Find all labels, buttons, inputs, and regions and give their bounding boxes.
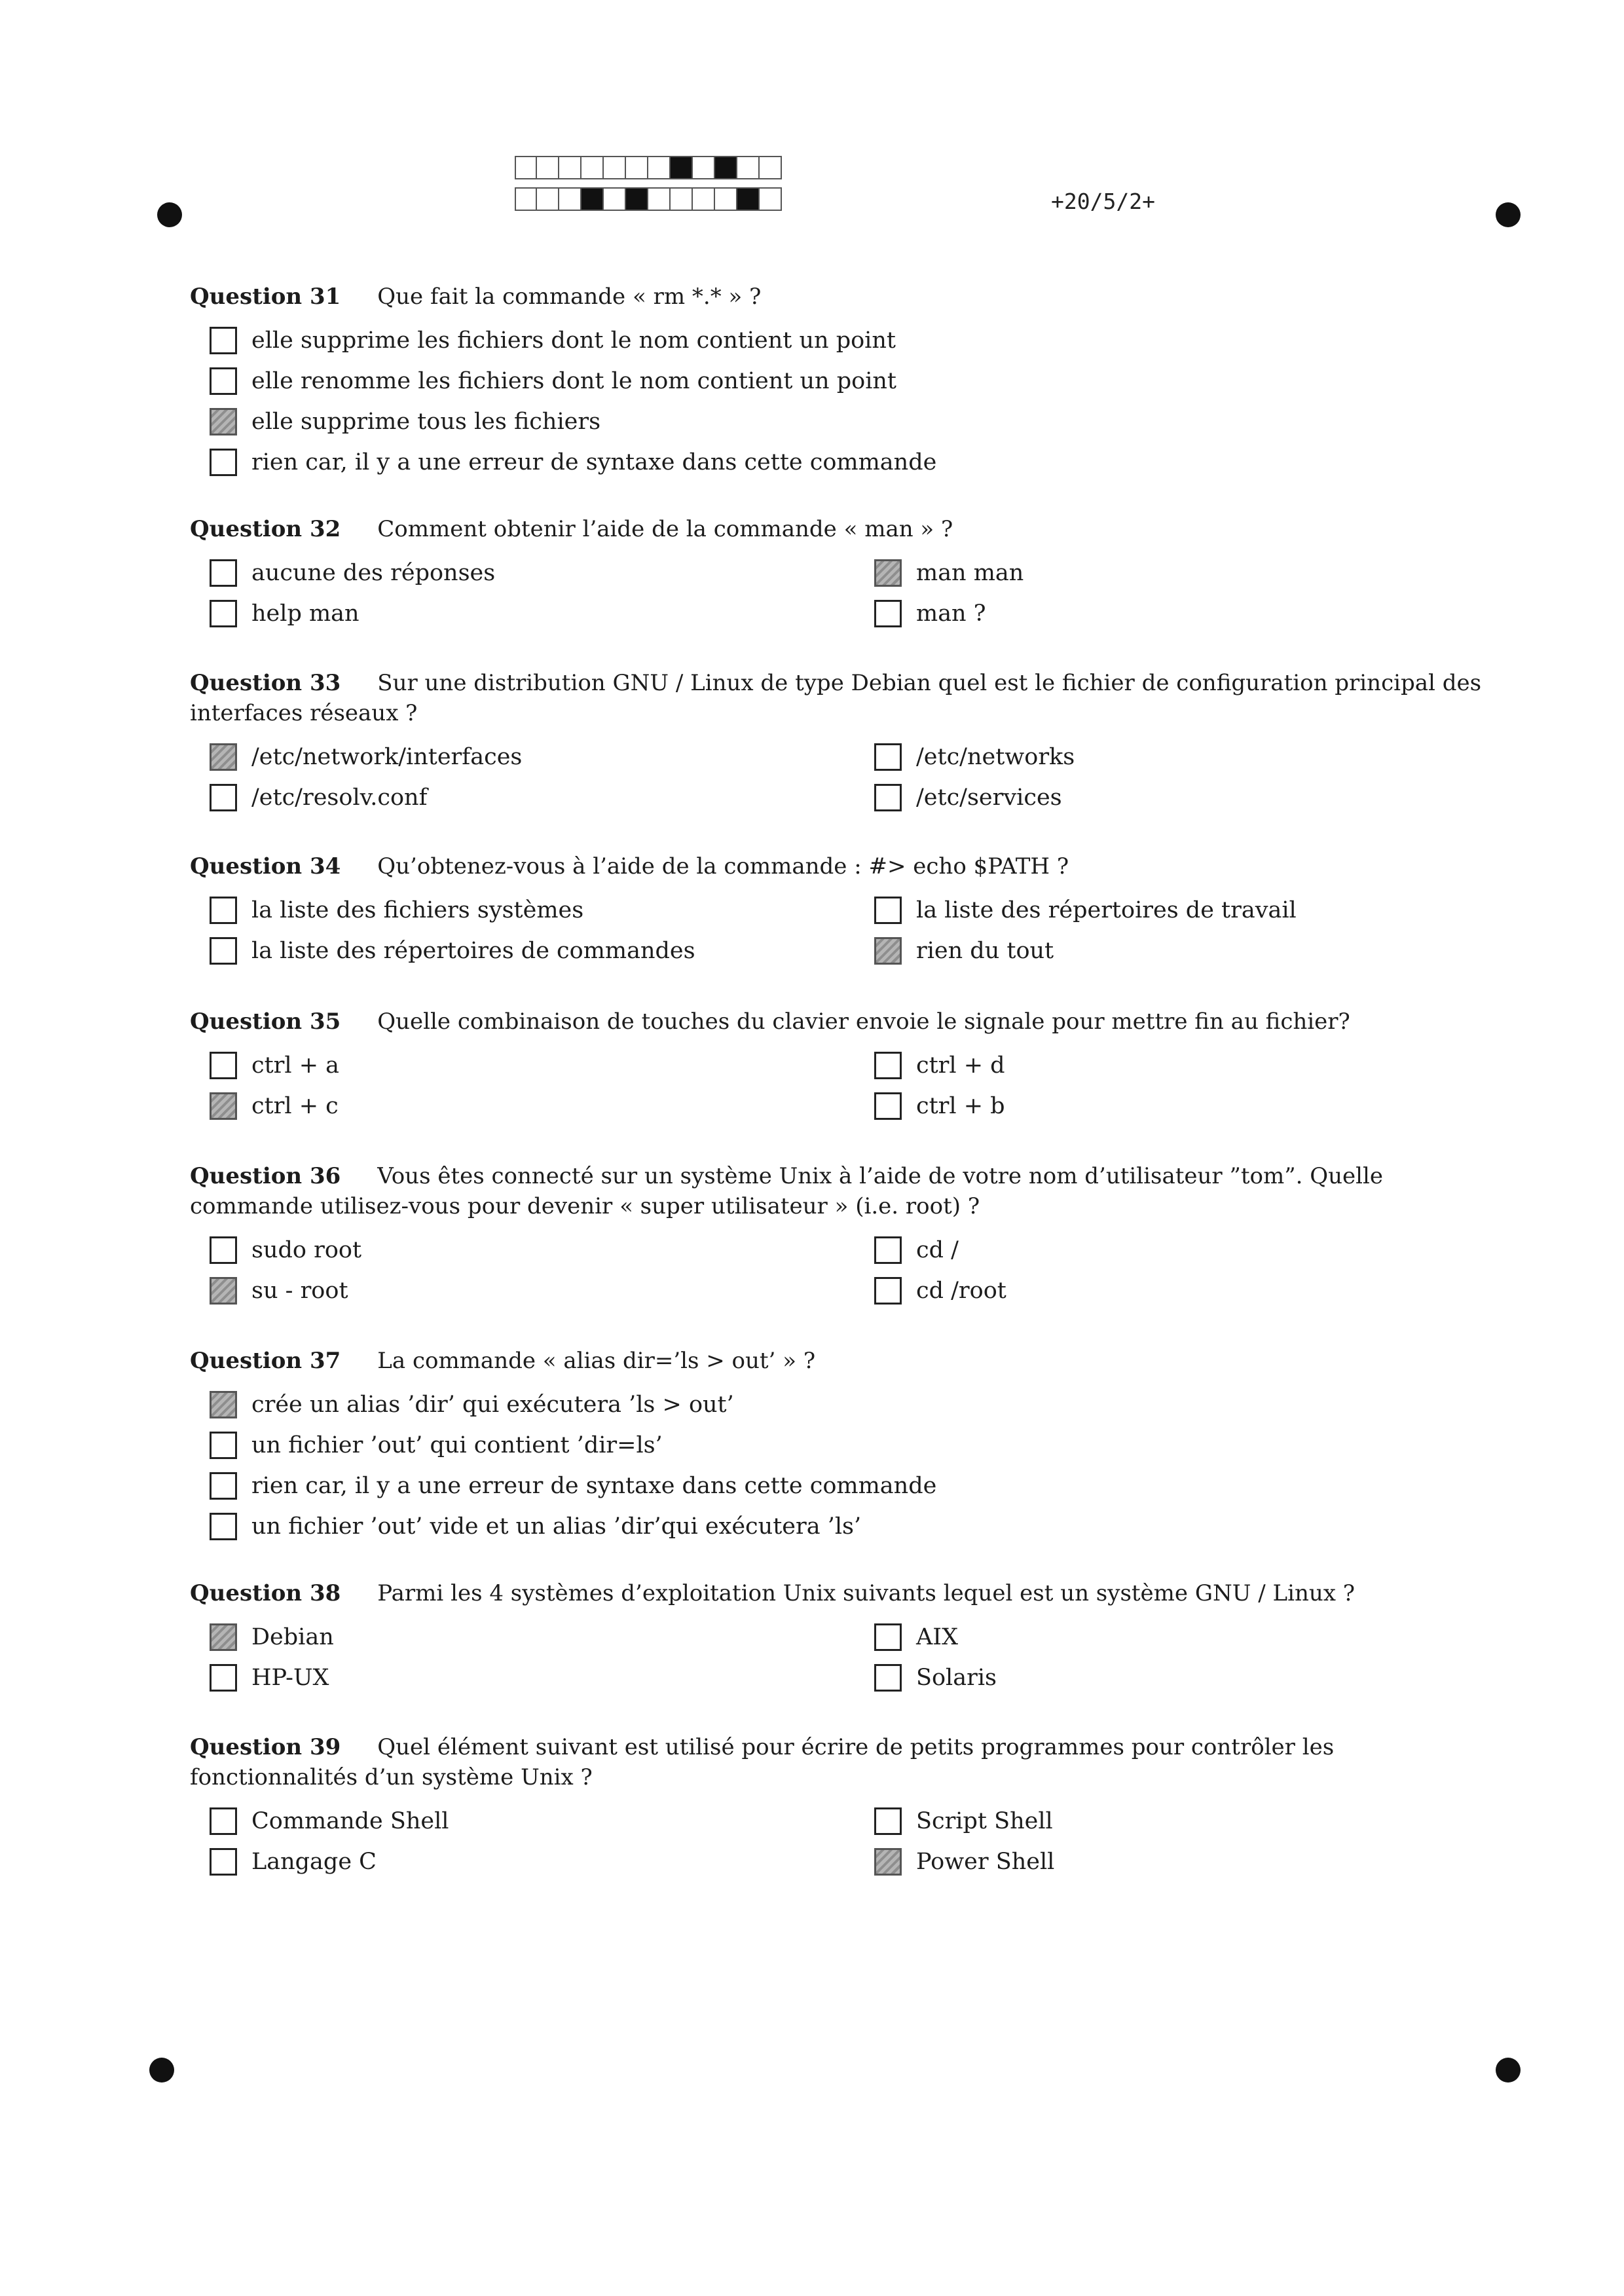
question-header <box>190 1732 1486 1792</box>
question-number: Question 33 <box>190 670 341 696</box>
question-number: Question 38 <box>190 1580 341 1606</box>
answer-label: la liste des fichiers systèmes <box>251 897 584 923</box>
answer-label: man man <box>916 560 1024 586</box>
checkbox[interactable] <box>210 1432 237 1459</box>
question <box>190 1732 1486 1887</box>
answer-label: Debian <box>251 1624 334 1650</box>
checkbox-marked[interactable] <box>874 1848 902 1876</box>
answer-label: rien car, il y a une erreur de syntaxe dans cette commande <box>251 449 937 475</box>
answer-label: /etc/services <box>916 785 1062 811</box>
answer-label: elle renomme les fichiers dont le nom contient un point <box>251 368 896 394</box>
checkbox[interactable] <box>210 600 237 627</box>
answer-option[interactable] <box>210 1234 361 1266</box>
answer-option[interactable] <box>874 1621 958 1653</box>
checkbox[interactable] <box>210 559 237 587</box>
checkbox-marked[interactable] <box>874 937 902 965</box>
code-cell <box>737 187 760 211</box>
answer-options <box>190 557 1486 639</box>
code-cell <box>671 187 693 211</box>
answer-label: un fichier ’out’ vide et un alias ’dir’qui exécutera ’ls’ <box>251 1513 862 1540</box>
answer-label: Script Shell <box>916 1808 1053 1834</box>
answer-option[interactable] <box>874 895 1297 926</box>
answer-option[interactable] <box>874 1234 959 1266</box>
question-header <box>190 1161 1486 1221</box>
checkbox[interactable] <box>210 1236 237 1264</box>
sheet-code-grid <box>515 156 782 219</box>
answer-options <box>190 1389 1486 1551</box>
code-row <box>515 187 782 213</box>
code-cell <box>671 156 693 179</box>
answer-option[interactable] <box>210 447 936 478</box>
code-row <box>515 156 782 182</box>
code-cell <box>581 187 604 211</box>
answer-label: elle supprime les fichiers dont le nom contient un point <box>251 327 896 354</box>
registration-mark-top-left <box>157 202 182 227</box>
code-cell <box>693 187 715 211</box>
answer-option[interactable] <box>210 1511 861 1542</box>
checkbox[interactable] <box>874 897 902 924</box>
answer-option[interactable] <box>874 557 1024 589</box>
code-cell <box>626 156 648 179</box>
question-number: Question 39 <box>190 1734 341 1760</box>
answer-option[interactable] <box>210 1430 663 1461</box>
registration-mark-bottom-left <box>149 2058 174 2083</box>
code-cell <box>760 156 782 179</box>
answer-option[interactable] <box>210 1275 348 1306</box>
checkbox[interactable] <box>874 1623 902 1651</box>
question-text: Qu’obtenez-vous à l’aide de la commande : #> echo $PATH ? <box>377 853 1069 880</box>
answer-option[interactable] <box>210 782 428 813</box>
answer-label: /etc/network/interfaces <box>251 744 523 770</box>
answer-label: Langage C <box>251 1849 377 1875</box>
answer-label: la liste des répertoires de commandes <box>251 938 695 964</box>
answer-label: crée un alias ’dir’ qui exécutera ’ls > out’ <box>251 1392 734 1418</box>
answer-label: sudo root <box>251 1237 362 1263</box>
answer-option[interactable] <box>874 1846 1054 1878</box>
code-cell <box>515 187 537 211</box>
answer-option[interactable] <box>210 325 896 356</box>
checkbox[interactable] <box>874 1277 902 1305</box>
checkbox[interactable] <box>210 1472 237 1500</box>
code-cell <box>604 187 626 211</box>
answer-options <box>190 1621 1486 1703</box>
answer-option[interactable] <box>210 557 495 589</box>
answer-label: cd / <box>916 1237 959 1263</box>
question-number: Question 31 <box>190 284 341 310</box>
answer-label: HP-UX <box>251 1665 329 1691</box>
registration-mark-bottom-right <box>1496 2058 1521 2083</box>
checkbox[interactable] <box>210 1807 237 1835</box>
answer-label: rien du tout <box>916 938 1054 964</box>
checkbox[interactable] <box>210 367 237 395</box>
answer-options <box>190 741 1486 823</box>
code-cell <box>693 156 715 179</box>
checkbox[interactable] <box>874 1807 902 1835</box>
answer-label: su - root <box>251 1278 348 1304</box>
question <box>190 1346 1486 1551</box>
answer-option[interactable] <box>210 741 522 773</box>
answer-label: la liste des répertoires de travail <box>916 897 1297 923</box>
checkbox[interactable] <box>210 784 237 811</box>
code-cell <box>737 156 760 179</box>
question-header <box>190 282 1486 312</box>
answer-option[interactable] <box>210 1662 329 1694</box>
answer-option[interactable] <box>874 935 1054 967</box>
answer-options <box>190 1234 1486 1316</box>
checkbox[interactable] <box>874 600 902 627</box>
question-text: Quel élément suivant est utilisé pour écrire de petits programmes pour contrôler les fonctionnalités d’un système Unix ? <box>190 1734 1335 1790</box>
code-cell <box>559 156 581 179</box>
code-cell <box>648 187 671 211</box>
question-number: Question 32 <box>190 516 341 542</box>
code-cell <box>715 187 737 211</box>
question <box>190 1007 1486 1131</box>
question-header <box>190 1578 1486 1608</box>
question <box>190 668 1486 823</box>
checkbox[interactable] <box>210 449 237 476</box>
question-header <box>190 851 1486 881</box>
answer-label: rien car, il y a une erreur de syntaxe dans cette commande <box>251 1473 937 1499</box>
answer-options <box>190 1805 1486 1887</box>
answer-option[interactable] <box>874 741 1075 773</box>
answer-options <box>190 1050 1486 1131</box>
checkbox[interactable] <box>874 1664 902 1692</box>
answer-options <box>190 895 1486 976</box>
answer-option[interactable] <box>210 1805 449 1837</box>
checkbox[interactable] <box>874 1236 902 1264</box>
checkbox[interactable] <box>874 1052 902 1079</box>
question <box>190 514 1486 639</box>
checkbox-marked[interactable] <box>210 743 237 771</box>
question <box>190 1578 1486 1703</box>
answer-option[interactable] <box>874 782 1062 813</box>
answer-label: Power Shell <box>916 1849 1055 1875</box>
answer-label: cd /root <box>916 1278 1006 1304</box>
checkbox[interactable] <box>210 897 237 924</box>
code-cell <box>515 156 537 179</box>
checkbox[interactable] <box>874 743 902 771</box>
answer-label: ctrl + a <box>251 1052 340 1079</box>
answer-option[interactable] <box>874 1050 1005 1081</box>
checkbox-marked[interactable] <box>210 1623 237 1651</box>
question-number: Question 37 <box>190 1348 341 1374</box>
checkbox[interactable] <box>210 937 237 965</box>
question-number: Question 35 <box>190 1009 341 1035</box>
checkbox-marked[interactable] <box>210 1391 237 1418</box>
answer-option[interactable] <box>210 1050 339 1081</box>
answer-option[interactable] <box>210 1621 334 1653</box>
question <box>190 851 1486 976</box>
answer-label: aucune des réponses <box>251 560 496 586</box>
question-text: La commande « alias dir=’ls > out’ » ? <box>377 1348 816 1374</box>
answer-option[interactable] <box>210 935 695 967</box>
code-cell <box>715 156 737 179</box>
checkbox[interactable] <box>210 1513 237 1540</box>
answer-label: man ? <box>916 601 986 627</box>
code-cell <box>760 187 782 211</box>
answer-label: /etc/resolv.conf <box>251 785 428 811</box>
answer-option[interactable] <box>874 1090 1005 1122</box>
question-header <box>190 514 1486 544</box>
checkbox[interactable] <box>210 1664 237 1692</box>
code-cell <box>604 156 626 179</box>
checkbox[interactable] <box>874 784 902 811</box>
question-text: Parmi les 4 systèmes d’exploitation Unix suivants lequel est un système GNU / Linux ? <box>377 1580 1355 1606</box>
code-cell <box>626 187 648 211</box>
question-header <box>190 1007 1486 1037</box>
answer-option[interactable] <box>874 1275 1006 1306</box>
answer-label: help man <box>251 601 360 627</box>
checkbox-marked[interactable] <box>210 1277 237 1305</box>
answer-option[interactable] <box>210 365 896 397</box>
answer-label: ctrl + b <box>916 1093 1005 1119</box>
answer-label: Solaris <box>916 1665 997 1691</box>
question <box>190 1161 1486 1316</box>
answer-option[interactable] <box>874 1805 1053 1837</box>
checkbox-marked[interactable] <box>874 559 902 587</box>
answer-label: Commande Shell <box>251 1808 449 1834</box>
checkbox-marked[interactable] <box>210 408 237 435</box>
sheet-id: +20/5/2+ <box>1051 189 1155 214</box>
question-text: Vous êtes connecté sur un système Unix à l’aide de votre nom d’utilisateur ”tom”. Quelle commande utilisez-vous pour devenir « super utilisateur » (i.e. root) ? <box>190 1163 1383 1219</box>
answer-option[interactable] <box>874 598 986 629</box>
question-header <box>190 668 1486 728</box>
answer-label: ctrl + c <box>251 1093 339 1119</box>
question-text: Comment obtenir l’aide de la commande « man » ? <box>377 516 953 542</box>
checkbox[interactable] <box>210 1848 237 1876</box>
question-text: Sur une distribution GNU / Linux de type Debian quel est le fichier de configuration principal des interfaces réseaux ? <box>190 670 1482 726</box>
checkbox[interactable] <box>210 327 237 354</box>
answer-option[interactable] <box>874 1662 997 1694</box>
answer-option[interactable] <box>210 895 583 926</box>
question-text: Quelle combinaison de touches du clavier envoie le signale pour mettre fin au fichier? <box>377 1009 1350 1035</box>
answer-option[interactable] <box>210 1846 377 1878</box>
checkbox-marked[interactable] <box>210 1092 237 1120</box>
code-cell <box>559 187 581 211</box>
answer-option[interactable] <box>210 598 360 629</box>
answer-option[interactable] <box>210 1470 936 1502</box>
code-cell <box>581 156 604 179</box>
answer-option[interactable] <box>210 1389 734 1420</box>
answer-label: AIX <box>916 1624 959 1650</box>
answer-options <box>190 325 1486 487</box>
answer-label: elle supprime tous les fichiers <box>251 409 601 435</box>
checkbox[interactable] <box>210 1052 237 1079</box>
checkbox[interactable] <box>874 1092 902 1120</box>
question-number: Question 36 <box>190 1163 341 1189</box>
code-cell <box>537 156 559 179</box>
code-cell <box>537 187 559 211</box>
answer-label: un fichier ’out’ qui contient ’dir=ls’ <box>251 1432 663 1458</box>
answer-option[interactable] <box>210 406 600 437</box>
question-header <box>190 1346 1486 1376</box>
code-cell <box>648 156 671 179</box>
answer-label: /etc/networks <box>916 744 1075 770</box>
registration-mark-top-right <box>1496 202 1521 227</box>
question-number: Question 34 <box>190 853 341 880</box>
answer-option[interactable] <box>210 1090 339 1122</box>
question-text: Que fait la commande « rm *.* » ? <box>377 284 762 310</box>
question <box>190 282 1486 487</box>
answer-label: ctrl + d <box>916 1052 1005 1079</box>
